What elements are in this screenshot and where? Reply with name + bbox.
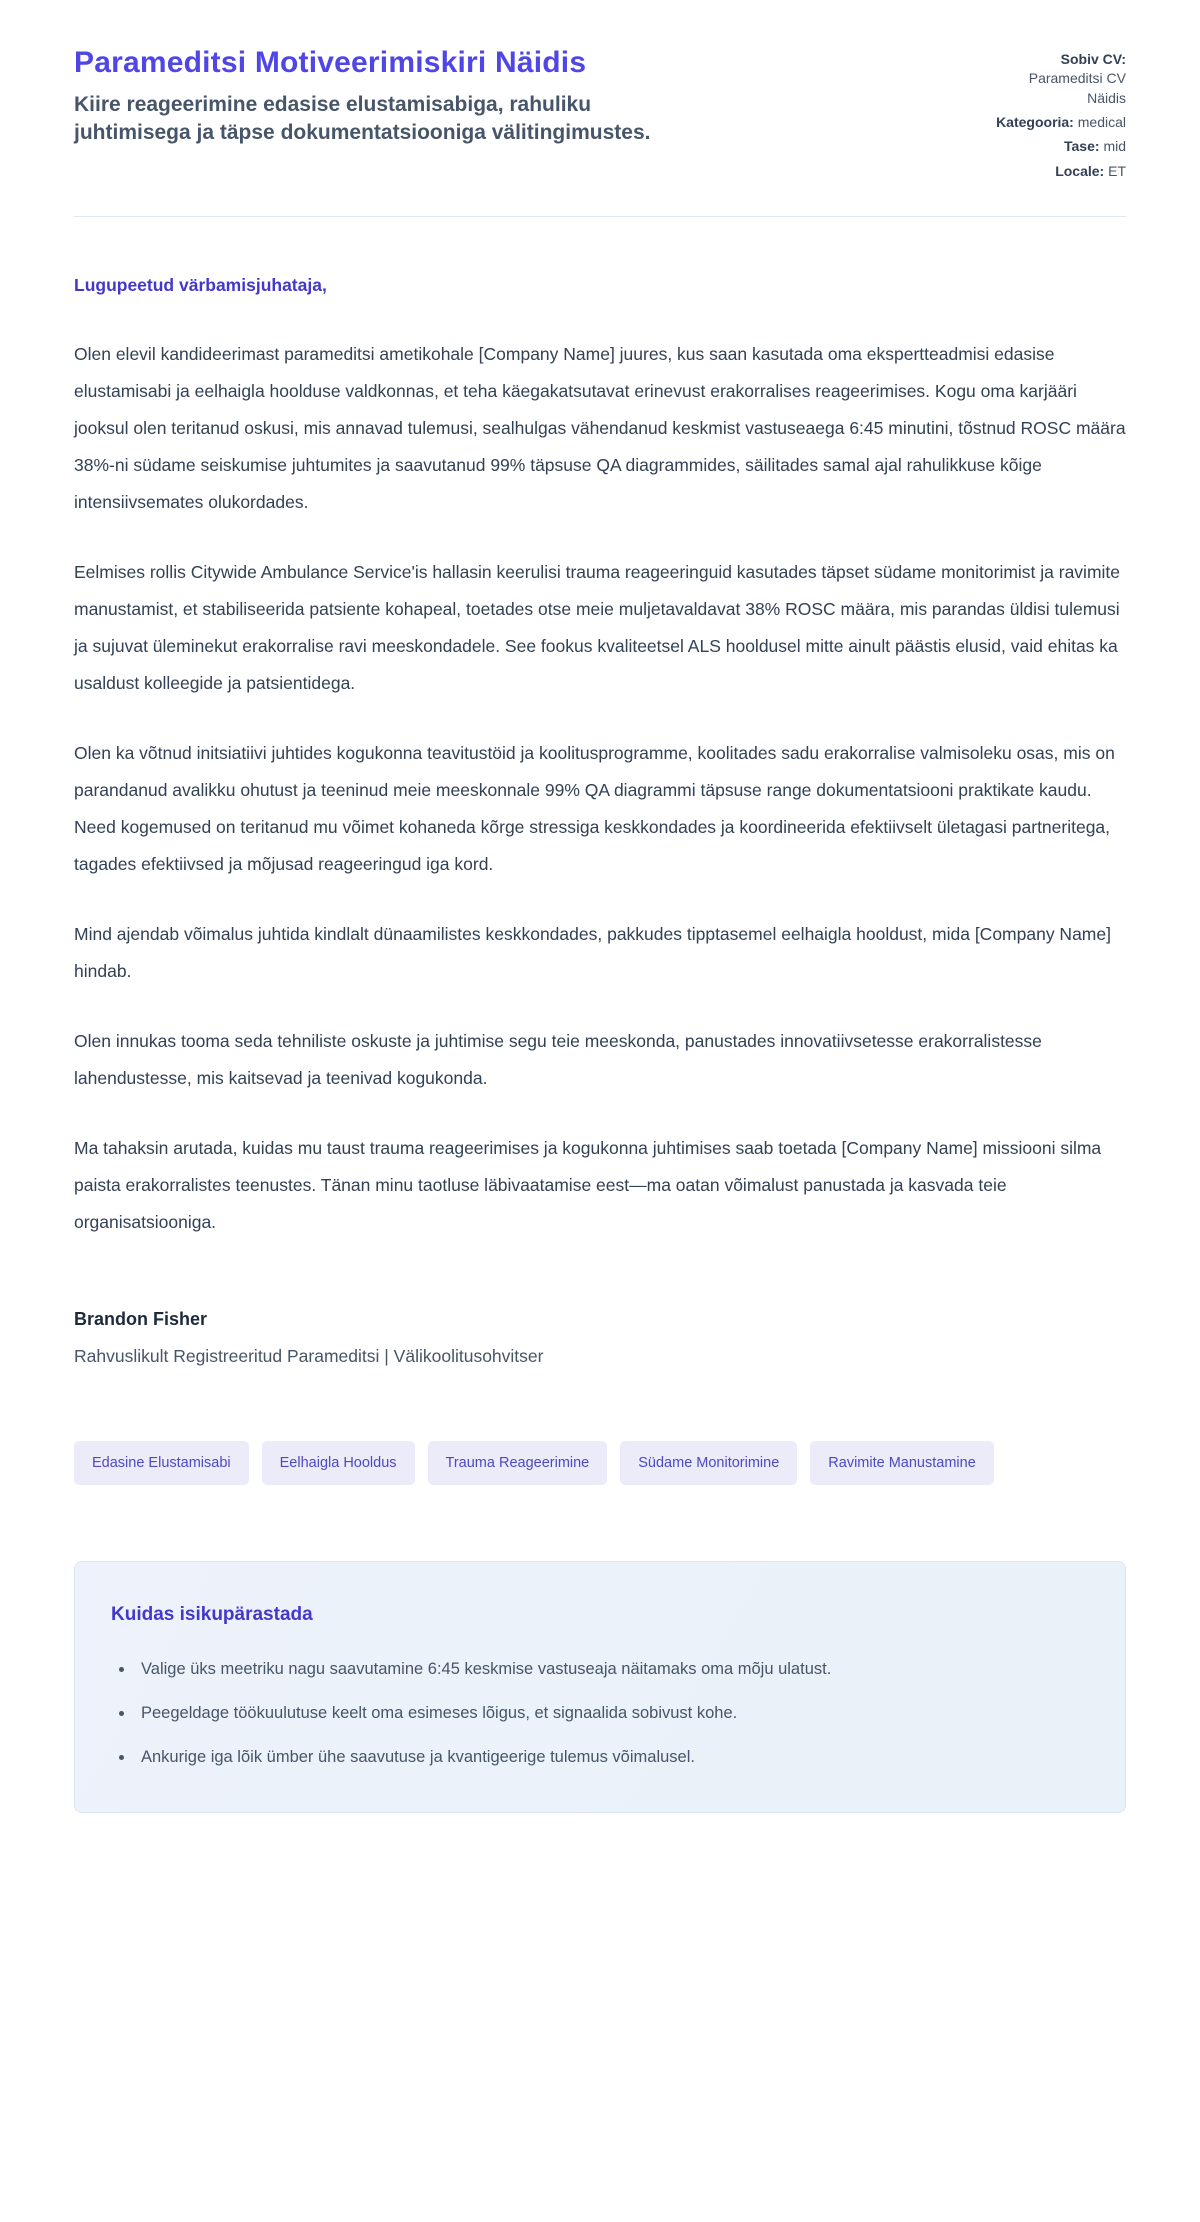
tip-item: • Peegeldage töökuulutuse keelt oma esimeses lõigus, et signaalida sobivust kohe.	[135, 1700, 1015, 1727]
letter-body	[74, 275, 1126, 1367]
letter-paragraph: Mind ajendab võimalus juhtida kindlalt dünaamilistes keskkondades, pakkudes tipptasemel eelhaigla hooldust, mida [Company Name] hindab.	[74, 923, 1111, 981]
meta-panel	[994, 46, 1126, 186]
meta-matching-cv	[994, 50, 1126, 108]
meta-locale-label: Locale:	[1055, 162, 1105, 179]
header-divider	[74, 216, 1126, 217]
letter-paragraph: Eelmises rollis Citywide Ambulance Service'is hallasin keerulisi trauma reageeringuid kasutades täpset südame monitorimist ja ravimite manustamist, et stabiliseerida patsiente kohapeal, toetades otse meie muljetavaldavat 38% ROSC määra, mis parandas üldisi tulemusi ja sujuvat üleminekut erakorralise ravi meeskondadele. See fookus kvaliteetsel ALS hooldusel mitte ainult päästis elusid, vaid ehitas ka usaldust kolleegide ja patsientidega.	[74, 561, 1121, 693]
skill-tag: Trauma Reageerimine	[428, 1441, 608, 1485]
meta-locale	[994, 162, 1126, 181]
tip-item: • Ankurige iga lõik ümber ühe saavutuse ja kvantigeerige tulemus võimalusel.	[135, 1744, 1015, 1771]
tips-heading: Kuidas isikupärastada	[111, 1603, 313, 1625]
skill-tag: Eelhaigla Hooldus	[262, 1441, 415, 1485]
signature-block	[74, 1309, 1126, 1367]
page-header	[74, 46, 1126, 186]
meta-category	[994, 113, 1126, 132]
letter-paragraph: Olen ka võtnud initsiatiivi juhtides kogukonna teavitustöid ja koolitusprogramme, koolitades sadu erakorralise valmisoleku osas, mis on parandanud avalikku ohutust ja teeninud meie meeskonnale 99% QA diagrammi täpsuse range dokumentatsiooni praktikate kaudu. Need kogemused on teritanud mu võimet kohaneda kõrge stressiga keskkondades ja koordineerida efektiivselt ületagasi partneritega, tagades efektiivsed ja mõjusad reageeringud iga kord.	[74, 742, 1115, 874]
skill-tag: Südame Monitorimine	[620, 1441, 797, 1485]
cover-letter-page	[74, 0, 1126, 1813]
tip-item: • Valige üks meetriku nagu saavutamine 6:45 keskmise vastuseaja näitamaks oma mõju ulatust.	[135, 1656, 1015, 1683]
letter-paragraph: Olen elevil kandideerimast parameditsi ametikohale [Company Name] juures, kus saan kasutada oma ekspertteadmisi edasise elustamisabi ja eelhaigla hoolduse valdkonnas, et teha käegakatsutavat erinevust erakorralises reageerimises. Kogu oma karjääri jooksul olen teritanud oskusi, mis annavad tulemusi, sealhulgas vähendanud keskmist vastuseaega 6:45 minutini, tõstnud ROSC määra 38%-ni südame seiskumise juhtumites ja saavutanud 99% täpsuse QA diagrammides, säilitades samal ajal rahulikkuse kõige intensiivsemates olukordades.	[74, 343, 1126, 512]
skill-tags	[74, 1441, 1126, 1485]
page-subtitle: Kiire reageerimine edasise elustamisabiga, rahuliku juhtimisega ja täpse dokumentatsiooniga välitingimustes.	[74, 92, 651, 145]
meta-matching-cv-value: Parameditsi CV Näidis	[1028, 70, 1126, 106]
letter-paragraph: Olen innukas tooma seda tehniliste oskuste ja juhtimise segu teie meeskonda, panustades innovatiivsetesse erakorralistesse lahendustesse, mis kaitsevad ja teenivad kogukonda.	[74, 1030, 1042, 1088]
signature-name: Brandon Fisher	[74, 1308, 208, 1329]
meta-category-label: Kategooria:	[996, 113, 1074, 130]
signature-title: Rahvuslikult Registreeritud Parameditsi | Välikoolitusohvitser	[74, 1345, 544, 1366]
meta-level-label: Tase:	[1064, 138, 1100, 155]
meta-level-value: mid	[1103, 138, 1126, 155]
tips-list	[111, 1656, 1089, 1772]
meta-category-value: medical	[1077, 113, 1126, 130]
personalization-tips-box	[74, 1561, 1126, 1813]
skill-tag: Edasine Elustamisabi	[74, 1441, 249, 1485]
meta-matching-cv-label: Sobiv CV:	[1060, 51, 1126, 67]
letter-paragraph: Ma tahaksin arutada, kuidas mu taust trauma reageerimises ja kogukonna juhtimises saab toetada [Company Name] missiooni silma paista erakorralistes teenustes. Tänan minu taotluse läbivaatamise eest—ma oatan võimalust panustada ja kasvada teie organisatsiooniga.	[74, 1137, 1102, 1232]
header-titles	[74, 46, 674, 148]
page-title: Parameditsi Motiveerimiskiri Näidis	[74, 46, 587, 79]
letter-greeting: Lugupeetud värbamisjuhataja,	[74, 274, 327, 295]
skill-tag: Ravimite Manustamine	[810, 1441, 993, 1485]
meta-locale-value: ET	[1108, 162, 1126, 179]
meta-level	[994, 137, 1126, 156]
